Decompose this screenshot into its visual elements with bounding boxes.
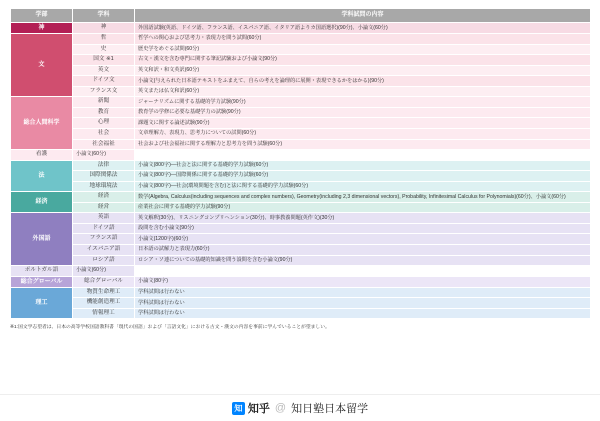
faculty-cell: 総合人間科学 <box>11 97 73 150</box>
content-cell: 学科試問は行わない <box>135 308 591 319</box>
table-row <box>11 202 591 213</box>
content-cell: 小論文(800字)—社会(環境問題を含む)と法に関する基礎的学力試験(60分) <box>135 181 591 192</box>
table-row <box>11 150 591 161</box>
department-cell: 教育 <box>73 107 135 118</box>
exam-subjects-table <box>10 8 591 319</box>
department-cell: 経済 <box>73 192 135 203</box>
table-row <box>11 276 591 287</box>
faculty-cell: 経済 <box>11 192 73 213</box>
table-row <box>11 298 591 309</box>
table-row <box>11 129 591 140</box>
table-row <box>11 245 591 256</box>
department-cell: 社会 <box>73 129 135 140</box>
header-department: 学科 <box>73 9 135 23</box>
department-cell: 総合グローバル <box>73 276 135 287</box>
department-cell: 看護 <box>11 150 73 161</box>
table-row <box>11 107 591 118</box>
table-row <box>11 308 591 319</box>
table-row <box>11 65 591 76</box>
table-row <box>11 44 591 55</box>
table-header-row <box>11 9 591 23</box>
faculty-cell: 理工 <box>11 287 73 319</box>
table-row <box>11 76 591 87</box>
table-row <box>11 234 591 245</box>
department-cell: 英文 <box>73 65 135 76</box>
author-name: 知日塾日本留学 <box>291 403 369 415</box>
content-cell: 課題文に関する論述試験(90分) <box>135 118 591 129</box>
content-cell: 小論文(800字)—社会と法に関する基礎的学力試験(60分) <box>135 160 591 171</box>
content-cell: 小論文(800字)—国際関係に関する基礎的学力試験(60分) <box>135 171 591 182</box>
table-row <box>11 160 591 171</box>
table-row <box>11 223 591 234</box>
department-cell: 物質生命理工 <box>73 287 135 298</box>
content-cell: ジャーナリズムに関する基礎的学力試験(90分) <box>135 97 591 108</box>
content-cell: 歴史学をめぐる試問(60分) <box>135 44 591 55</box>
department-cell: 英語 <box>73 213 135 224</box>
table-row <box>11 171 591 182</box>
department-cell: 機能創造理工 <box>73 298 135 309</box>
table-row <box>11 255 591 266</box>
zhihu-logo-text: 知乎 <box>247 403 270 415</box>
content-cell: 小論文(60分) <box>73 266 135 277</box>
table-row <box>11 118 591 129</box>
content-cell: 産業社会に関する基礎的学力試験(90分) <box>135 202 591 213</box>
content-cell: 古文・漢文を含む専門に関する筆記試験および小論文(90分) <box>135 55 591 66</box>
department-cell: ポルトガル語 <box>11 266 73 277</box>
table-row <box>11 181 591 192</box>
department-cell: 社会福祉 <box>73 139 135 150</box>
department-cell: 法律 <box>73 160 135 171</box>
faculty-cell: 外国語 <box>11 213 73 266</box>
department-cell: ロシア語 <box>73 255 135 266</box>
content-cell: 文章理解力、表現力、思考力についての試問(60分) <box>135 129 591 140</box>
faculty-cell: 総合グローバル <box>11 276 73 287</box>
header-content: 学科試問の内容 <box>135 9 591 23</box>
department-cell: 国際関係法 <box>73 171 135 182</box>
content-cell: 学科試問は行わない <box>135 298 591 309</box>
department-cell: 神 <box>73 23 135 34</box>
table-row <box>11 97 591 108</box>
table-row <box>11 213 591 224</box>
table-row <box>11 192 591 203</box>
department-cell: 国文 ※1 <box>73 55 135 66</box>
department-cell: フランス語 <box>73 234 135 245</box>
content-cell: 小論文(1200字)(60分) <box>135 234 591 245</box>
logo-separator: @ <box>274 402 287 414</box>
content-cell: 小論文(60分) <box>73 150 135 161</box>
department-cell: ドイツ語 <box>73 223 135 234</box>
content-cell: 教育学の学修に必要な基礎学力の試験(90分) <box>135 107 591 118</box>
content-cell: 小論文(80字) <box>135 276 591 287</box>
department-cell: フランス文 <box>73 86 135 97</box>
department-cell: 情報理工 <box>73 308 135 319</box>
faculty-cell: 文 <box>11 34 73 97</box>
zhihu-logo <box>232 400 270 416</box>
department-cell: 地球環境法 <box>73 181 135 192</box>
zhihu-mark-icon: 知 <box>232 402 245 415</box>
table-row <box>11 23 591 34</box>
department-cell: 史 <box>73 44 135 55</box>
department-cell: ドイツ文 <box>73 76 135 87</box>
content-cell: 小論文(与えられた日本語テキストをふまえて、自らの考えを論理的に展開・表現できるかをはかる)(90分) <box>135 76 591 87</box>
table-footnote: ※1:国文学志望者は、日本の高等学校国語教科書「現代の国語」および「言語文化」における古文・漢文の内容を事前に学んでいることが望ましい。 <box>10 325 330 331</box>
department-cell: 経営 <box>73 202 135 213</box>
department-cell: 新聞 <box>73 97 135 108</box>
content-cell: 英文解釈(30分)、リスニングコンプリヘンション(30分)、時事教養問題(英作文)(30分) <box>135 213 591 224</box>
content-cell: ロシア・ソ連についての基礎的知識を問う設問を含む小論文(90分) <box>135 255 591 266</box>
content-cell: 外国語試験(英語、ドイツ語、フランス語、イスパニア語、イタリア語よりカ国語選択)(90分)、小論文(60分) <box>135 23 591 34</box>
content-cell: 学科試問は行わない <box>135 287 591 298</box>
department-cell: イスパニア語 <box>73 245 135 256</box>
faculty-cell: 神 <box>11 23 73 34</box>
header-faculty: 学部 <box>11 9 73 23</box>
table-row <box>11 34 591 45</box>
table-row <box>11 55 591 66</box>
content-cell: 哲学への関心および思考力・表現力を問う試問(60分) <box>135 34 591 45</box>
watermark-footer <box>0 394 600 421</box>
content-cell: 英文和訳・和文英訳(60分) <box>135 65 591 76</box>
content-cell: 英文または仏文和訳(60分) <box>135 86 591 97</box>
faculty-cell: 法 <box>11 160 73 192</box>
content-cell: 日本語の試解力と表現力(60分) <box>135 245 591 256</box>
content-cell: 設問を含む小論文(90分) <box>135 223 591 234</box>
table-row <box>11 139 591 150</box>
department-cell: 哲 <box>73 34 135 45</box>
table-row <box>11 86 591 97</box>
content-cell: 社会および社会福祉に関する理解力と思考力を問う試験(60分) <box>135 139 591 150</box>
table-body <box>11 23 591 319</box>
table-row <box>11 266 591 277</box>
content-cell: 数学(Algebra, Calculus(including sequences and complex numbers), Geometry(including 2,3 dimensional vectors), Probability, Infinitesimal Calculus for Polynomials)(60分)、小論文(60分) <box>135 192 591 203</box>
table-row <box>11 287 591 298</box>
department-cell: 心理 <box>73 118 135 129</box>
